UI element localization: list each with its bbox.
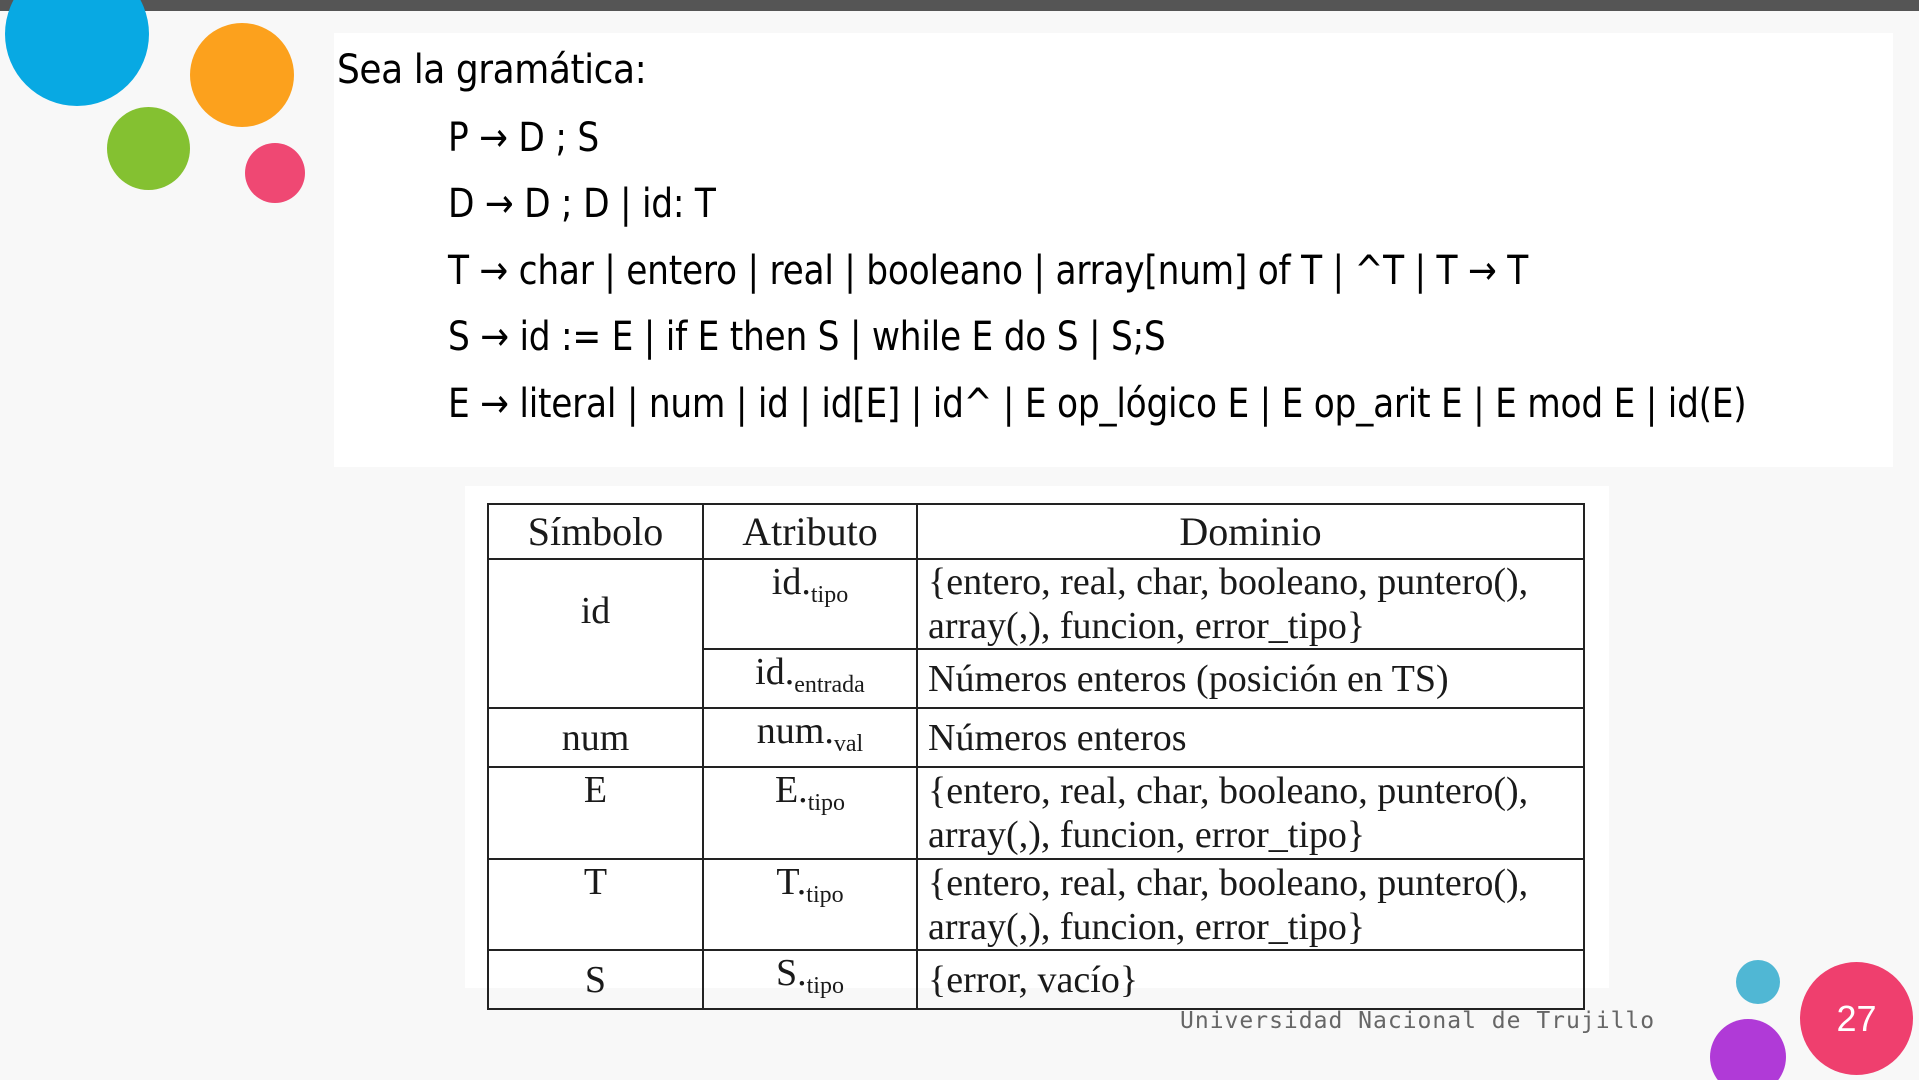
attr-sub: tipo: [806, 882, 844, 908]
cell-domain: [917, 708, 1584, 767]
domain-line: {entero, real, char, booleano, puntero(),: [928, 770, 1529, 812]
table-row: [488, 950, 1584, 1009]
header-atributo: Atributo: [703, 504, 917, 559]
attr-sub: tipo: [806, 973, 844, 999]
cell-domain: [917, 767, 1584, 859]
table-row: [488, 767, 1584, 859]
header-simbolo: Símbolo: [488, 504, 703, 559]
grammar-panel: [334, 33, 1893, 467]
decor-circle-pink: [245, 143, 305, 203]
cell-symbol: id: [488, 559, 703, 708]
domain-line: Números enteros: [928, 716, 1187, 759]
attr-base: id.: [771, 561, 811, 603]
attr-base: S.: [776, 952, 807, 994]
page-number-badge: [1800, 962, 1913, 1075]
table-header-row: [488, 504, 1584, 559]
grammar-rule-p: P → D ; S: [448, 115, 599, 161]
page-number: 27: [1836, 997, 1877, 1039]
attr-sub: tipo: [810, 582, 849, 608]
cell-domain: [917, 649, 1584, 708]
attribute-table-panel: [465, 486, 1609, 1001]
cell-symbol: S: [488, 950, 703, 1009]
attr-sub: entrada: [794, 672, 865, 698]
decor-circle-teal: [1736, 960, 1780, 1004]
cell-attribute: [703, 649, 917, 708]
domain-line: {entero, real, char, booleano, puntero(),: [928, 861, 1529, 904]
cell-attribute: [703, 950, 917, 1009]
decor-circle-green: [107, 107, 190, 190]
cell-attribute: [703, 767, 917, 859]
decor-circle-blue: [5, 0, 149, 106]
attr-sub: tipo: [807, 790, 846, 816]
grammar-rule-t: T → char | entero | real | booleano | array[num] of T | ^T | T → T: [448, 248, 1528, 294]
domain-line: array(,), funcion, error_tipo}: [928, 905, 1366, 948]
table-row: [488, 559, 1584, 649]
cell-domain: [917, 559, 1584, 649]
cell-domain: [917, 859, 1584, 950]
cell-symbol: num: [488, 708, 703, 767]
domain-line: Números enteros (posición en TS): [928, 657, 1449, 700]
attribute-table: [487, 503, 1585, 1010]
domain-line: array(,), funcion, error_tipo}: [928, 814, 1366, 856]
grammar-title: Sea la gramática:: [337, 47, 647, 93]
table-row: [488, 859, 1584, 950]
cell-symbol: E: [488, 767, 703, 859]
domain-line: {error, vacío}: [928, 958, 1139, 1001]
domain-line: {entero, real, char, booleano, puntero(),: [928, 561, 1529, 603]
top-bar: [0, 0, 1919, 11]
decor-circle-purple: [1710, 1019, 1786, 1080]
grammar-rule-s: S → id := E | if E then S | while E do S | S;S: [448, 314, 1166, 360]
attr-base: id.: [755, 651, 795, 693]
footer-institution: Universidad Nacional de Trujillo: [1180, 1008, 1656, 1034]
attr-base: T.: [776, 861, 807, 903]
header-dominio: Dominio: [917, 504, 1584, 559]
cell-attribute: [703, 708, 917, 767]
cell-attribute: [703, 859, 917, 950]
attr-sub: val: [833, 731, 864, 757]
cell-domain: [917, 950, 1584, 1009]
grammar-rule-d: D → D ; D | id: T: [448, 181, 716, 227]
grammar-rule-e: E → literal | num | id | id[E] | id^ | E op_lógico E | E op_arit E | E mod E | id(E): [448, 381, 1747, 427]
attr-base: E.: [774, 769, 808, 811]
domain-line: array(,), funcion, error_tipo}: [928, 605, 1366, 647]
cell-attribute: [703, 559, 917, 649]
attr-base: num.: [756, 710, 834, 752]
cell-symbol: T: [488, 859, 703, 950]
table-row: [488, 708, 1584, 767]
decor-circle-orange: [190, 23, 294, 127]
